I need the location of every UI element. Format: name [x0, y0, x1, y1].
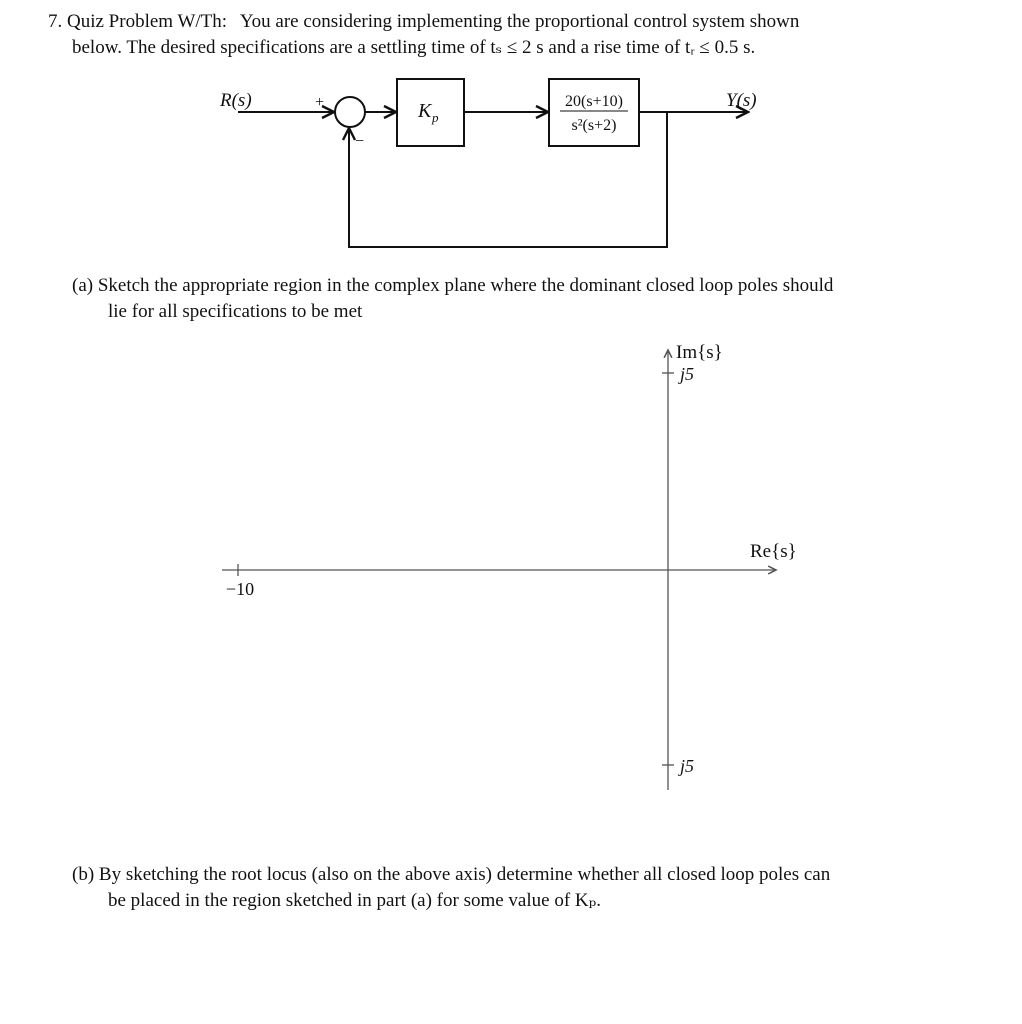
plant-denominator: s²(s+2) — [571, 117, 617, 134]
part-b-line1: (b) By sketching the root locus (also on the above axis) determine whether all closed loop poles can — [72, 864, 831, 885]
part-b-line2: be placed in the region sketched in part (a) for some value of Kₚ. — [108, 890, 601, 911]
part-a-line1: (a) Sketch the appropriate region in the complex plane where the dominant closed loop poles should — [72, 275, 834, 296]
summing-junction — [335, 97, 365, 127]
controller-label: K — [418, 100, 432, 122]
input-label: R(s) — [220, 90, 252, 111]
plant-block — [549, 79, 639, 146]
left-tick-label: −10 — [225, 579, 255, 599]
minus-sign: − — [355, 133, 365, 150]
complex-plane-axes — [222, 350, 776, 790]
part-a-line2: lie for all specifications to be met — [108, 301, 363, 322]
imaginary-axis-label: Im{s} — [676, 342, 723, 363]
plus-sign: + — [315, 94, 325, 111]
controller-subscript: p — [432, 110, 439, 125]
real-axis-label: Re{s} — [750, 541, 797, 562]
bottom-tick-label: j5 — [680, 756, 695, 776]
output-label: Y(s) — [726, 90, 757, 111]
problem-title: Quiz Problem W/Th: — [67, 11, 228, 32]
problem-text-line1: You are considering implementing the proportional control system shown — [239, 11, 800, 32]
problem-number: 7. — [48, 11, 63, 32]
plant-numerator: 20(s+10) — [565, 93, 623, 110]
top-tick-label: j5 — [680, 364, 695, 384]
problem-text-line2: below. The desired specifications are a settling time of tₛ ≤ 2 s and a rise time of tᵣ ≤ 0.5 s. — [72, 37, 756, 58]
